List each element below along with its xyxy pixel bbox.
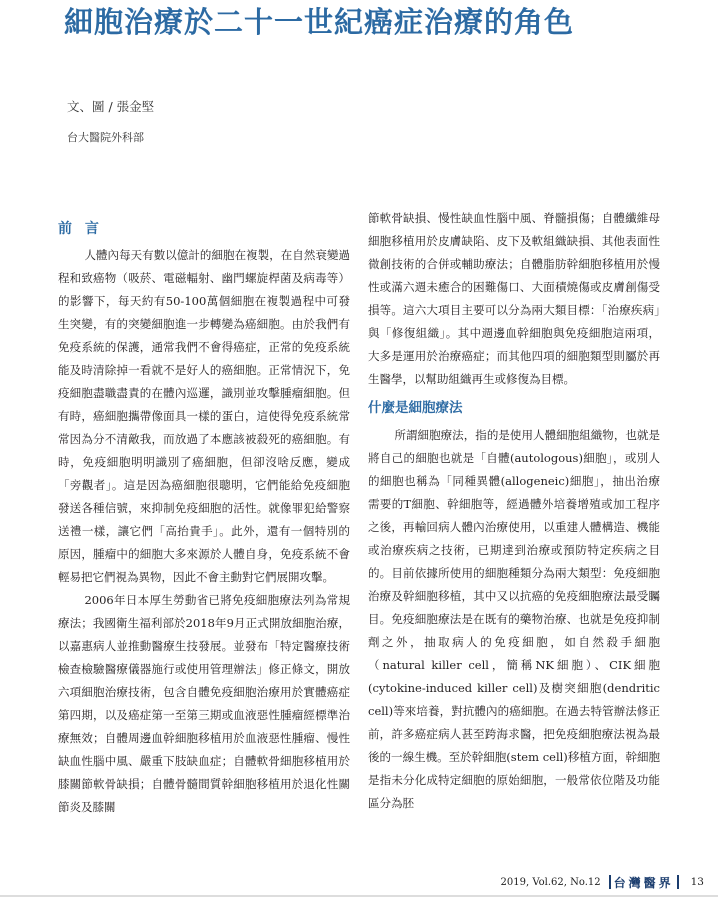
magazine-masthead [609,874,679,891]
magazine-name: 台灣醫界 [613,875,674,890]
page-footer [501,872,704,892]
author-byline: 文、圖 / 張金堅 [67,99,155,114]
page-number: 13 [690,876,704,888]
left-column [58,219,350,819]
divider [609,875,611,889]
divider [677,875,679,889]
right-column [368,207,660,815]
issue-info: 2019, Vol.62, No.12 [500,876,601,888]
article-title: 細胞治療於二十一世紀癌症治療的角色 [64,5,575,39]
paragraph: 所謂細胞療法，指的是使用人體細胞組織物，也就是將自己的細胞也就是「自體(autologous)細胞」，或別人的細胞也稱為「同種異體(allogeneic)細胞」，抽出治療需要的T細胞、幹細胞等，經過體外培養增殖或加工程序之後，再輸回病人體內治療使用，以重建人體構造、機能或治療疾病之技術，已期達到治療或預防特定疾病之目的。目前依據所使用的細胞種類分為兩大類型：免疫細胞治療及幹細胞移植，其中又以抗癌的免疫細胞療法最受矚目。免疫細胞療法是在既有的藥物治療、也就是免疫抑制劑之外，抽取病人的免疫細胞，如自然殺手細胞（natural killer cell，簡稱NK細胞）、CIK細胞(cytokine-induced killer cell)及樹突細胞(dendritic cell)等來培養，對抗體內的癌細胞。在過去特管辦法修正前，許多癌症病人甚至跨海求醫，把免疫細胞療法視為最後的一線生機。至於幹細胞(stem cell)移植方面，幹細胞是指未分化成特定細胞的原始細胞，一般常依位階及功能區分為胚 [368,428,660,810]
paragraph-continuation: 節軟骨缺損、慢性缺血性腦中風、脊髓損傷；自體纖維母細胞移植用於皮膚缺陷、皮下及軟組織缺損、其他表面性微創技術的合併或輔助療法；自體脂肪幹細胞移植用於慢性或滿六週未癒合的困難傷口、大面積燒傷或皮膚創傷受損等。這六大項目主要可以分為兩大類目標：「治療疾病」與「修復組織」。其中週邊血幹細胞與免疫細胞這兩項，大多是運用於治療癌症；而其他四項的細胞類型則屬於再生醫學，以幫助組織再生或修復為目標。 [368,211,660,386]
paragraph: 2006年日本厚生勞動省已將免疫細胞療法列為常規療法；我國衛生福利部於2018年9月正式開放細胞治療，以嘉惠病人並推動醫療生技發展。並發布「特定醫療技術檢查檢驗醫療儀器施行或使用管理辦法」修正條文，開放六項細胞治療技術，包含自體免疫細胞治療用於實體癌症第四期，以及癌症第一至第三期或血液惡性腫瘤經標準治療無效；自體周邊血幹細胞移植用於血液惡性腫瘤、慢性缺血性腦中風、嚴重下肢缺血症；自體軟骨細胞移植用於膝關節軟骨缺損；自體骨髓間質幹細胞移植用於退化性關節炎及膝關 [58,593,350,814]
section-heading-introduction: 前 言 [58,221,103,237]
section-heading-what-is-cell-therapy: 什麼是細胞療法 [368,400,463,416]
paragraph: 人體內每天有數以億計的細胞在複製，在自然衰變過程和致癌物（吸菸、電磁輻射、幽門螺旋桿菌及病毒等）的影響下，每天約有50-100萬個細胞在複製過程中可發生突變，有的突變細胞進一步轉變為癌細胞。由於我們有免疫系統的保護，通常我們不會得癌症，正常的免疫系統能及時清除掉一看就不是好人的癌細胞。正常情況下，免疫細胞盡職盡責的在體內巡邏，識別並攻擊腫瘤細胞。但有時，癌細胞攜帶像面具一樣的蛋白，這使得免疫系統常常因為分不清敵我，而放過了本應該被殺死的癌細胞。有時，免疫細胞明明識別了癌細胞，但卻沒啥反應，變成「旁觀者」。這是因為癌細胞很聰明，它們能給免疫細胞發送各種信號，來抑制免疫細胞的活性。就像罪犯給警察送禮一樣，讓它們「高抬貴手」。此外，還有一個特別的原因，腫瘤中的細胞大多來源於人體自身，免疫系統不會輕易把它們視為異物，因此不會主動對它們展開攻擊。 [58,248,350,584]
author-affiliation: 台大醫院外科部 [67,131,144,144]
